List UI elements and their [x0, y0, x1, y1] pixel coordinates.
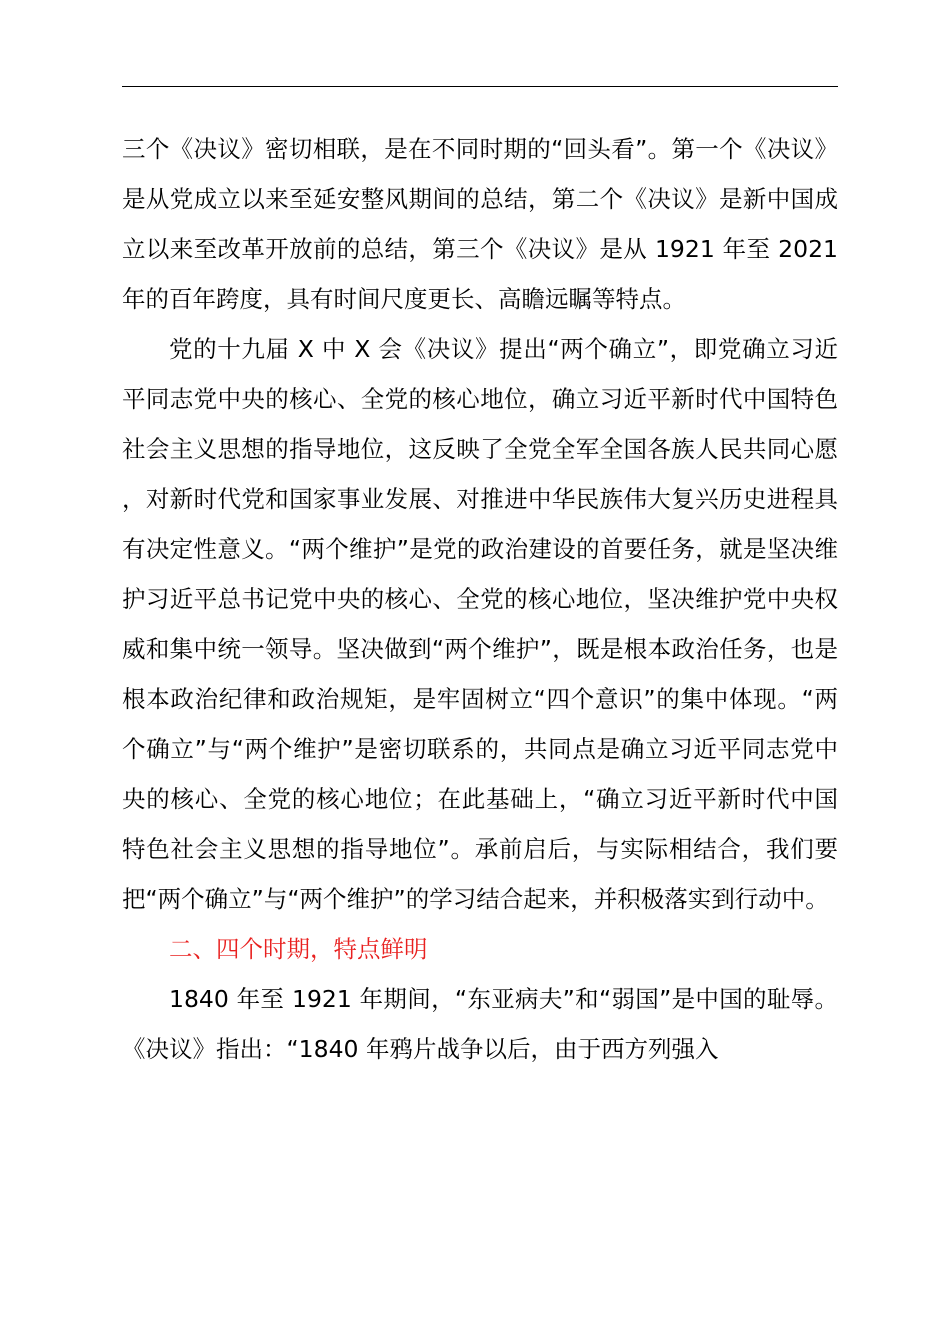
- header-divider: [122, 86, 838, 87]
- paragraph-1840-1921: 1840 年至 1921 年期间，“东亚病夫”和“弱国”是中国的耻辱。《决议》指出：“1840 年鸦片战争以后，由于西方列强入: [122, 985, 838, 1063]
- paragraph-intro: 三个《决议》密切相联，是在不同时期的“回头看”。第一个《决议》是从党成立以来至延安整风期间的总结，第二个《决议》是新中国成立以来至改革开放前的总结，第三个《决议》是从 1921 年至 2021 年的百年跨度，具有时间尺度更长、高瞻远瞩等特点。: [122, 135, 838, 313]
- paragraph-two-establishments: 党的十九届 X 中 X 会《决议》提出“两个确立”，即党确立习近平同志党中央的核心、全党的核心地位，确立习近平新时代中国特色社会主义思想的指导地位，这反映了全党全军全国各族人民共同心愿，对新时代党和国家事业发展、对推进中华民族伟大复兴历史进程具有决定性意义。“两个维护”是党的政治建设的首要任务，就是坚决维护习近平总书记党中央的核心、全党的核心地位，坚决维护党中央权威和集中统一领导。坚决做到“两个维护”，既是根本政治任务，也是根本政治纪律和政治规矩，是牢固树立“四个意识”的集中体现。“两个确立”与“两个维护”是密切联系的，共同点是确立习近平同志党中央的核心、全党的核心地位；在此基础上，“确立习近平新时代中国特色社会主义思想的指导地位”。承前启后，与实际相结合，我们要把“两个确立”与“两个维护”的学习结合起来，并积极落实到行动中。: [122, 335, 838, 913]
- document-body: [122, 124, 838, 1074]
- section-heading-four-periods: 二、四个时期，特点鲜明: [169, 935, 428, 963]
